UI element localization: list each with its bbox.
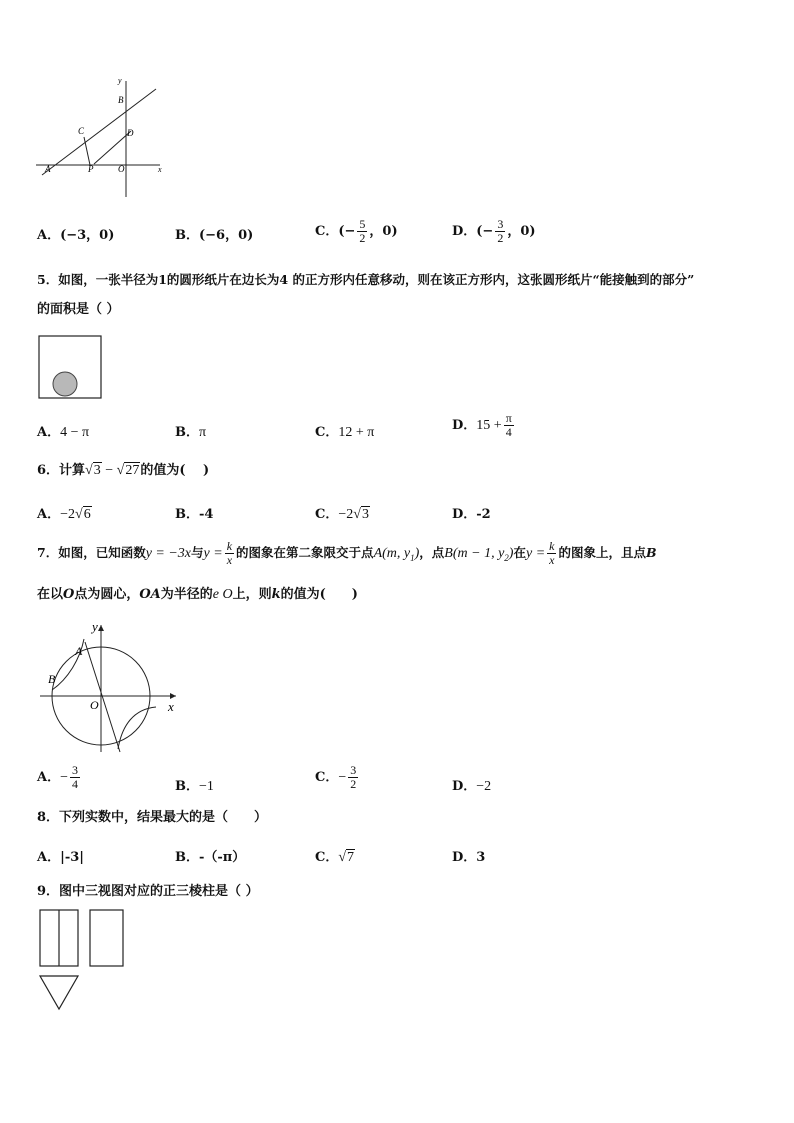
- q6-option-a: A．−2√6: [37, 507, 91, 522]
- q7-option-b: B．−1: [175, 779, 214, 794]
- q6-options: [37, 503, 737, 525]
- q4-fig-P: P: [88, 164, 94, 174]
- q5-option-d: D．15 + $\frac{\pi}{4}$: [452, 411, 512, 439]
- q4-option-d: D．(− $\frac{3}{2}$ ，0): [452, 217, 536, 245]
- q5-option-b: B．π: [175, 425, 207, 440]
- q5-options: [37, 412, 737, 452]
- q7-figure: [38, 617, 183, 757]
- q5-figure: [38, 335, 104, 401]
- q7-option-c: C．− $\frac{3}{2}$: [315, 763, 357, 791]
- q7-fig-x: x: [168, 699, 174, 714]
- q7-stem-line1: 7．如图，已知函数y = −3x与y = $\frac{k}{x}$ 的图象在第二象限交于点A(m, $y_1$)，点B(m − 1, $y_2$)在y = $\frac{k}{x}$ 的图象上，且点B: [37, 539, 657, 567]
- q4-fig-B: B: [118, 95, 124, 105]
- q5-option-a: A．4 − π: [37, 425, 90, 440]
- q7-fig-y: y: [92, 619, 98, 634]
- q4-fig-x: x: [158, 165, 162, 174]
- q8-option-a: A．|-3|: [37, 850, 84, 865]
- q9-front-view: [40, 910, 78, 966]
- q9-stem: 9．图中三视图对应的正三棱柱是（ ）: [37, 884, 259, 899]
- q6-option-c: C．−2√3: [315, 507, 369, 522]
- q7-option-d: D．−2: [452, 779, 492, 794]
- q4-fig-y: y: [118, 76, 122, 85]
- q8-option-c: C．√7: [315, 850, 355, 865]
- q8-option-b: B．-（-π）: [175, 850, 246, 865]
- q4-option-c: C．(− $\frac{5}{2}$ ，0): [315, 217, 398, 245]
- q8-option-d: D．3: [452, 850, 486, 865]
- q4-options: [37, 218, 737, 248]
- q7-stem-line2: 在以O点为圆心，OA为半径的e O上，则k的值为( ): [37, 587, 358, 602]
- q4-figure: [36, 75, 166, 197]
- q7-fig-A: A: [75, 644, 83, 658]
- q6-option-b: B．-4: [175, 507, 214, 522]
- q7-fig-B: B: [48, 672, 56, 686]
- q9-top-view: [40, 976, 78, 1009]
- q4-option-a: A．(−3，0): [37, 228, 115, 243]
- q7-fig-O: O: [90, 698, 99, 712]
- q7-options: [37, 764, 737, 804]
- q8-stem: 8．下列实数中，结果最大的是（ ）: [37, 810, 268, 825]
- q5-stem-line1: 5．如图，一张半径为1的圆形纸片在边长为4 的正方形内任意移动，则在该正方形内，这张圆形纸片“能接触到的部分”: [37, 272, 695, 287]
- q9-side-view: [90, 910, 123, 966]
- q4-option-b: B．(−6，0): [175, 228, 254, 243]
- q6-option-d: D．-2: [452, 507, 491, 522]
- q6-stem: 6．计算√3 − √27的值为( ): [37, 463, 210, 478]
- q4-fig-D: D: [127, 128, 134, 138]
- q4-fig-C: C: [78, 126, 85, 136]
- q5-option-c: C．12 + π: [315, 425, 375, 440]
- q9-three-views-figure: [38, 909, 126, 1013]
- q4-fig-A: A: [45, 164, 51, 174]
- q8-options: [37, 846, 737, 868]
- q7-option-a: A．− $\frac{3}{4}$: [37, 763, 78, 791]
- q4-fig-O: O: [118, 164, 125, 174]
- q5-stem-line2: 的面积是（ ）: [37, 302, 120, 317]
